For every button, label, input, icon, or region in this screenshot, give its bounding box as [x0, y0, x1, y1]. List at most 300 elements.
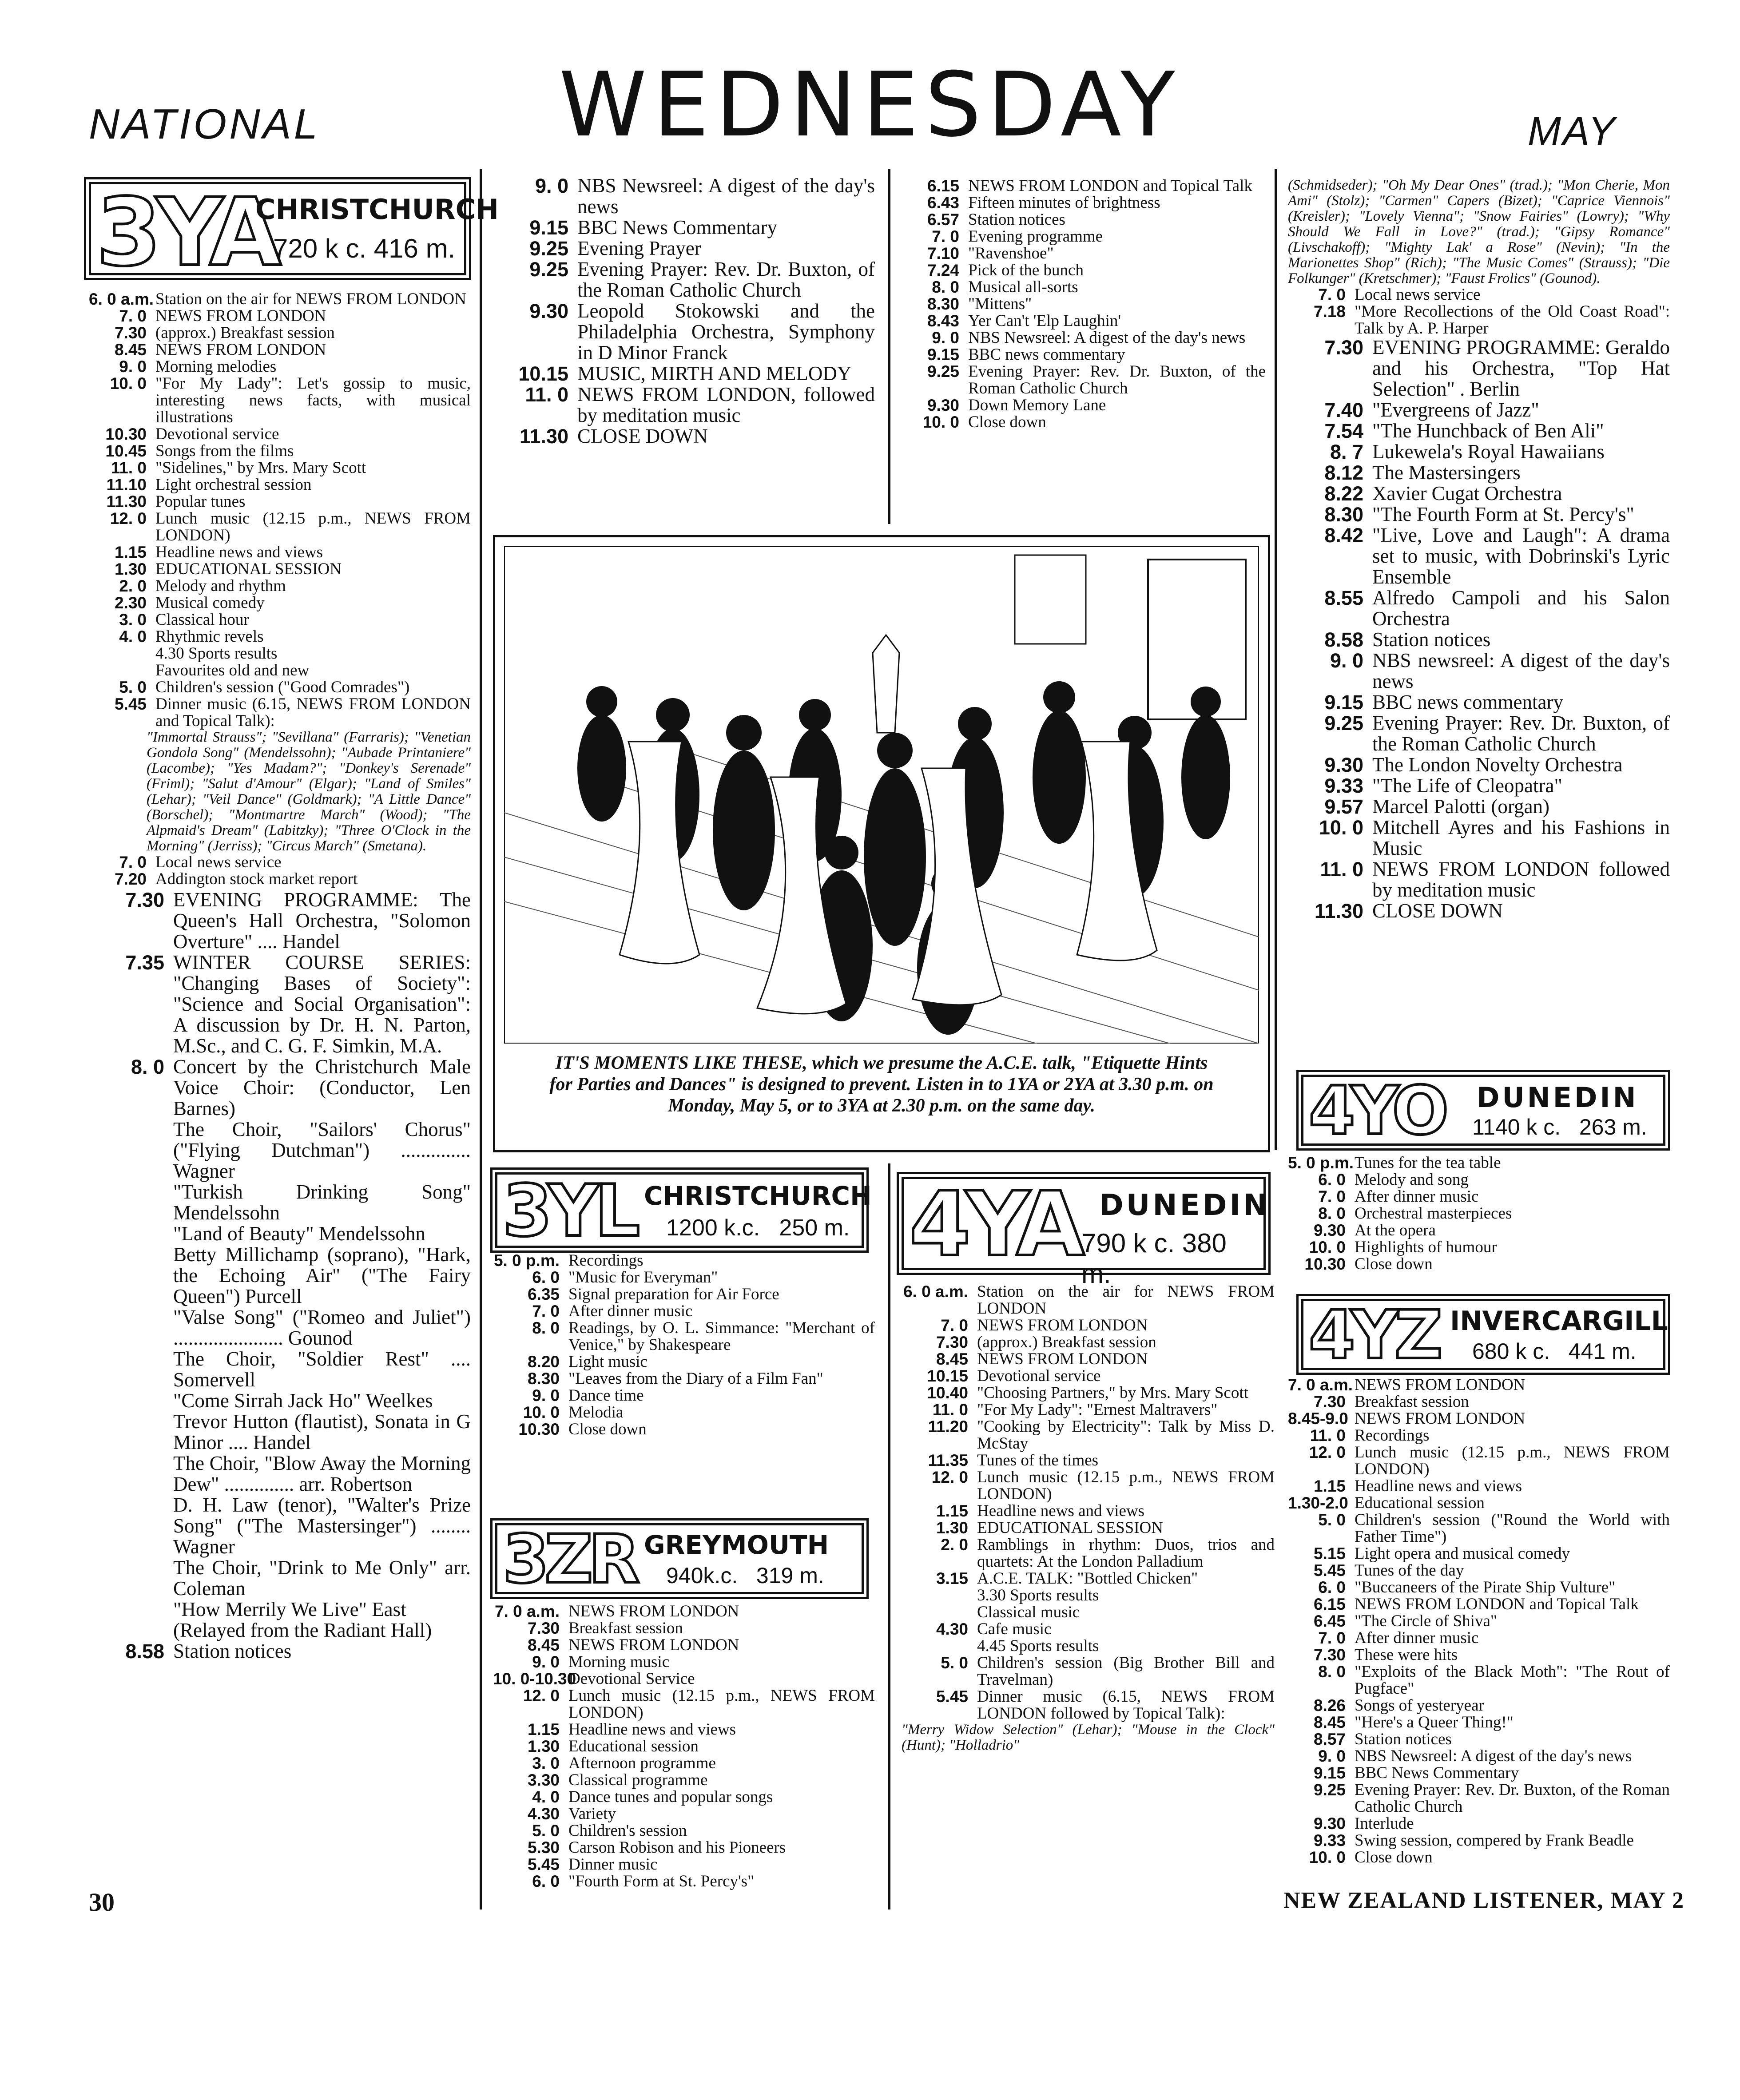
column-3yl-evening	[902, 178, 1266, 431]
schedule-time: 7.30	[936, 1333, 968, 1351]
schedule-time: 10.40	[927, 1384, 968, 1402]
schedule-time: 7. 0	[941, 1316, 968, 1334]
schedule-time: 4. 0	[532, 1788, 560, 1806]
schedule-time: 5.45	[1313, 1561, 1346, 1580]
schedule-entry	[1288, 1630, 1670, 1647]
schedule-time: 6. 0 a.m.	[903, 1282, 968, 1301]
schedule-time: 7. 0	[932, 227, 959, 246]
schedule-entry	[89, 544, 471, 561]
schedule-entry	[902, 1604, 1275, 1621]
schedule-time: 6. 0	[1318, 1578, 1346, 1596]
schedule-program: BBC News Commentary	[577, 216, 777, 238]
schedule-program: Classical programme	[568, 1771, 708, 1789]
schedule-time: 8.55	[1324, 587, 1363, 609]
schedule-program: NBS Newsreel: A digest of the day's news	[577, 175, 875, 218]
schedule-entry	[493, 1421, 875, 1438]
schedule-time: 9. 0	[119, 357, 147, 376]
schedule-entry	[1288, 1765, 1670, 1782]
schedule-program: Melodia	[568, 1403, 624, 1421]
schedule-time: 7.30	[114, 324, 147, 342]
schedule-entry	[89, 628, 471, 645]
schedule-program: Lunch music (12.15 p.m., NEWS FROM LONDON)	[977, 1468, 1275, 1503]
schedule-program: Children's session ("Round the World with Father Time")	[1355, 1511, 1670, 1546]
schedule-entry	[1288, 1849, 1670, 1866]
schedule-entry	[1288, 1782, 1670, 1815]
schedule-entry	[89, 1056, 471, 1119]
schedule-program: Variety	[568, 1805, 616, 1823]
schedule-program: "Valse Song" ("Romeo and Juliet") ...................... Gounod	[173, 1306, 471, 1349]
schedule-time: 8.12	[1324, 461, 1363, 484]
schedule-entry	[493, 259, 875, 301]
schedule-entry	[1288, 1815, 1670, 1832]
schedule-entry	[493, 175, 875, 217]
schedule-program: These were hits	[1355, 1646, 1458, 1664]
schedule-program: NEWS FROM LONDON and Topical Talk	[1355, 1595, 1639, 1613]
schedule-entry	[1288, 1478, 1670, 1495]
schedule-entry	[902, 1385, 1275, 1401]
schedule-time: 7.30	[1324, 336, 1363, 359]
schedule-program: Leopold Stokowski and the Philadelphia Orchestra, Symphony in D Minor Franck	[577, 300, 875, 364]
schedule-time: 11.30	[519, 425, 568, 448]
schedule-entry	[1288, 400, 1670, 421]
schedule-program: "Ravenshoe"	[968, 244, 1054, 262]
schedule-entry	[493, 1671, 875, 1687]
schedule-time	[89, 1119, 173, 1182]
schedule-program: NEWS FROM LONDON	[568, 1636, 739, 1654]
schedule-time: 7.35	[125, 951, 164, 974]
schedule-entry	[89, 1453, 471, 1495]
schedule-time: 9.25	[1324, 712, 1363, 734]
schedule-time: 1.15	[936, 1502, 968, 1520]
schedule-time: 8.20	[527, 1353, 560, 1371]
station-3ya-box	[89, 178, 499, 287]
schedule-time: 6. 0	[532, 1268, 560, 1286]
schedule-time: 4.30	[936, 1620, 968, 1638]
schedule-time: 11.10	[106, 476, 147, 494]
schedule-entry	[902, 1587, 1275, 1604]
schedule-time: 8.45	[114, 341, 147, 359]
schedule-time: 11.30	[1314, 900, 1363, 922]
schedule-time: 5.30	[527, 1838, 560, 1857]
schedule-program: Musical comedy	[155, 594, 265, 612]
schedule-program: The Mastersingers	[1372, 461, 1521, 484]
schedule-program: Carson Robison and his Pioneers	[568, 1838, 786, 1857]
station-3zr-box	[495, 1521, 864, 1598]
schedule-entry	[89, 1119, 471, 1182]
schedule-time: 12. 0	[1309, 1443, 1346, 1461]
schedule-program: Devotional Service	[568, 1670, 695, 1688]
schedule-program: Lunch music (12.15 p.m., NEWS FROM LONDON)	[1355, 1443, 1670, 1478]
schedule-entry	[89, 645, 471, 662]
schedule-entry	[1288, 754, 1670, 775]
schedule-time: 6.45	[1313, 1612, 1346, 1630]
schedule-entry	[902, 1334, 1275, 1351]
schedule-time: 10. 0	[1319, 816, 1363, 839]
schedule-entry	[89, 611, 471, 628]
schedule-program: Tunes of the day	[1355, 1561, 1464, 1580]
schedule-time	[89, 1411, 173, 1453]
schedule-program: Trevor Hutton (flautist), Sonata in G Minor .... Handel	[173, 1410, 471, 1453]
schedule-time: 5.15	[1313, 1544, 1346, 1563]
schedule-entry	[1288, 1239, 1670, 1256]
schedule-time: 2.30	[114, 594, 147, 612]
schedule-entry	[1288, 796, 1670, 817]
schedule-program: Local news service	[155, 853, 282, 871]
schedule-entry	[493, 1387, 875, 1404]
schedule-entry	[89, 1599, 471, 1620]
schedule-time: 12. 0	[931, 1468, 968, 1486]
schedule-time: 9.30	[927, 396, 959, 414]
station-call-sign: 3YL	[503, 1169, 636, 1252]
schedule-entry	[1288, 1731, 1670, 1748]
schedule-time: 8.42	[1324, 524, 1363, 547]
schedule-time: 3.30	[527, 1771, 560, 1789]
schedule-program: NEWS FROM LONDON	[568, 1602, 739, 1620]
schedule-time: 8.43	[927, 312, 959, 330]
station-city: CHRISTCHURCH	[255, 193, 499, 226]
schedule-time: 7. 0	[1318, 286, 1346, 304]
schedule-entry	[493, 1789, 875, 1806]
schedule-program: Betty Millichamp (soprano), "Hark, the Echoing Air" ("The Fairy Queen") Purcell	[173, 1243, 471, 1307]
schedule-time	[89, 1223, 173, 1244]
schedule-time: 11. 0	[1320, 858, 1363, 881]
schedule-time: 5.45	[114, 695, 147, 713]
schedule-program: 3.30 Sports results	[977, 1586, 1099, 1604]
schedule-program: Station notices	[173, 1640, 292, 1662]
schedule-entry	[902, 1351, 1275, 1368]
schedule-program: Dinner music	[568, 1855, 658, 1874]
schedule-time	[89, 1182, 173, 1223]
schedule-entry	[89, 1182, 471, 1223]
schedule-time: 11. 0	[1310, 1426, 1346, 1445]
column-3zr-schedule	[493, 1603, 875, 1890]
schedule-program: NEWS FROM LONDON	[1355, 1409, 1525, 1428]
schedule-time: 9.15	[1324, 691, 1363, 714]
schedule-time: 9.30	[1324, 754, 1363, 776]
schedule-entry	[493, 1654, 875, 1671]
schedule-program: Recordings	[1355, 1426, 1430, 1445]
schedule-program: (Relayed from the Radiant Hall)	[173, 1619, 432, 1641]
schedule-program: Morning music	[568, 1653, 670, 1671]
dinner-music-list: "Immortal Strauss"; "Sevillana" (Farraris); "Venetian Gondola Song" (Mendelssohn); "Aubade Printaniere" (Lacombe); "Yes Madam?"; "Donkey's Serenade" (Friml); "Salut d'Amour" (Elgar); "Land of Smiles" (Lehar); "Veil Dance" (Goldmark); "A Little Dance" (Borschel); "Montmartre March" (Wood); "The Alpmaid's Dream" (Labitzky); "Three O'Clock in the Morning" (Jerriss); "Circus March" (Smetana).	[147, 729, 471, 854]
schedule-program: NEWS FROM LONDON	[155, 341, 326, 359]
schedule-time	[89, 1390, 173, 1411]
schedule-program: EVENING PROGRAMME: Geraldo and his Orchestra, "Top Hat Selection" . Berlin	[1372, 336, 1670, 400]
station-call-sign: 4YZ	[1309, 1297, 1438, 1374]
schedule-entry	[493, 1354, 875, 1370]
schedule-time: 8. 0	[131, 1056, 164, 1078]
schedule-entry	[89, 1307, 471, 1349]
station-city: DUNEDIN	[1099, 1188, 1271, 1222]
schedule-time: 11.20	[928, 1417, 968, 1436]
schedule-entry	[1288, 713, 1670, 754]
schedule-entry	[902, 1401, 1275, 1418]
station-4ya-box	[902, 1173, 1271, 1289]
schedule-time: 6. 0	[532, 1872, 560, 1890]
schedule-entry	[1288, 1647, 1670, 1663]
schedule-program: (approx.) Breakfast session	[977, 1333, 1156, 1351]
schedule-entry	[1288, 337, 1670, 400]
schedule-entry	[89, 1641, 471, 1662]
station-frequency: 1140 k c. 263 m.	[1472, 1115, 1647, 1139]
schedule-entry	[89, 1223, 471, 1244]
schedule-program: Marcel Palotti (organ)	[1372, 795, 1550, 818]
schedule-entry	[493, 1603, 875, 1620]
schedule-program: "The Circle of Shiva"	[1355, 1612, 1497, 1630]
schedule-program: NEWS FROM LONDON	[1355, 1376, 1525, 1394]
schedule-entry	[493, 301, 875, 363]
schedule-entry	[493, 1320, 875, 1354]
schedule-time: 5.45	[936, 1687, 968, 1706]
schedule-program: NEWS FROM LONDON, followed by meditation music	[577, 383, 875, 426]
column-rule	[1275, 169, 1277, 1150]
schedule-entry	[1288, 1596, 1670, 1613]
schedule-time: 5. 0	[532, 1822, 560, 1840]
schedule-entry	[89, 291, 471, 308]
schedule-entry	[1288, 1495, 1670, 1512]
schedule-program: Songs of yesteryear	[1355, 1696, 1484, 1715]
schedule-program: Rhythmic revels	[155, 627, 264, 646]
schedule-program: Children's session	[568, 1822, 687, 1840]
schedule-entry	[902, 414, 1266, 431]
schedule-program: After dinner music	[1355, 1629, 1479, 1647]
schedule-time: 7.30	[527, 1619, 560, 1637]
schedule-program: Local news service	[1355, 286, 1481, 304]
station-city: INVERCARGILL	[1450, 1306, 1668, 1337]
schedule-program: Lunch music (12.15 p.m., NEWS FROM LONDON)	[155, 509, 471, 544]
schedule-program: Educational session	[1355, 1494, 1485, 1512]
schedule-entry	[493, 1856, 875, 1873]
schedule-time: 9. 0	[1330, 649, 1363, 672]
station-frequency: 680 k c. 441 m.	[1472, 1339, 1637, 1364]
schedule-entry	[1288, 1748, 1670, 1765]
schedule-time: 3. 0	[119, 611, 147, 629]
schedule-program: After dinner music	[1355, 1187, 1479, 1206]
schedule-program: Station on the air for NEWS FROM LONDON	[155, 290, 466, 308]
schedule-program: Lukewela's Royal Hawaiians	[1372, 441, 1605, 463]
schedule-program: "Live, Love and Laugh": A drama set to music, with Dobrinski's Lyric Ensemble	[1372, 524, 1670, 588]
schedule-entry	[1288, 1562, 1670, 1579]
schedule-time: 8.22	[1324, 482, 1363, 505]
schedule-entry	[89, 1349, 471, 1390]
schedule-program: Children's session (Big Brother Bill and Travelman)	[977, 1654, 1275, 1689]
schedule-program: NEWS FROM LONDON followed by meditation music	[1372, 858, 1670, 901]
schedule-time: 6. 0	[1318, 1171, 1346, 1189]
schedule-program: EDUCATIONAL SESSION	[977, 1519, 1163, 1537]
schedule-program: Mitchell Ayres and his Fashions in Music	[1372, 816, 1670, 859]
schedule-program: Fifteen minutes of brightness	[968, 194, 1160, 212]
schedule-time: 9.33	[1313, 1831, 1346, 1850]
schedule-time	[902, 1638, 977, 1655]
schedule-program: Evening Prayer	[577, 237, 701, 259]
schedule-program: "Come Sirrah Jack Ho" Weelkes	[173, 1389, 433, 1412]
schedule-entry	[1288, 1188, 1670, 1205]
schedule-program: Light orchestral session	[155, 476, 312, 494]
schedule-time: 7.18	[1313, 302, 1346, 321]
schedule-program: "Evergreens of Jazz"	[1372, 399, 1539, 421]
schedule-time: 4. 0	[119, 627, 147, 646]
schedule-program: Melody and song	[1355, 1171, 1469, 1189]
schedule-entry	[1288, 1377, 1670, 1393]
schedule-entry	[1288, 1512, 1670, 1545]
schedule-time: 5. 0	[119, 678, 147, 696]
page-number: 30	[89, 1888, 115, 1917]
schedule-time: 9.30	[529, 300, 568, 322]
schedule-entry	[902, 1570, 1275, 1587]
schedule-time: 8. 7	[1330, 441, 1363, 463]
column-4yo-schedule	[1288, 1155, 1670, 1273]
schedule-program: Popular tunes	[155, 492, 246, 511]
schedule-time: 11.35	[928, 1451, 968, 1469]
schedule-program: Evening programme	[968, 227, 1103, 246]
schedule-program: Evening Prayer: Rev. Dr. Buxton, of the Roman Catholic Church	[1372, 712, 1670, 755]
schedule-entry	[89, 426, 471, 443]
schedule-program: NEWS FROM LONDON	[977, 1316, 1148, 1334]
schedule-program: Breakfast session	[568, 1619, 683, 1637]
schedule-program: Light music	[568, 1353, 648, 1371]
column-rule	[888, 1163, 890, 1909]
schedule-program: Evening Prayer: Rev. Dr. Buxton, of the Roman Catholic Church	[1355, 1781, 1670, 1816]
schedule-entry	[89, 308, 471, 325]
schedule-program: "Fourth Form at St. Percy's"	[568, 1872, 755, 1890]
schedule-time: 10. 0	[1309, 1238, 1346, 1256]
schedule-time: 4.30	[527, 1805, 560, 1823]
schedule-entry	[493, 1620, 875, 1637]
schedule-entry	[1288, 1545, 1670, 1562]
schedule-entry	[902, 397, 1266, 414]
schedule-time: 11.30	[106, 492, 147, 511]
schedule-entry	[89, 595, 471, 611]
schedule-time: 6.43	[927, 194, 959, 212]
schedule-entry	[493, 238, 875, 259]
schedule-time: 11. 0	[111, 459, 147, 477]
schedule-time: 10.30	[518, 1420, 560, 1438]
station-frequency: 790 k c. 380 m.	[1081, 1228, 1227, 1289]
schedule-program: Highlights of humour	[1355, 1238, 1497, 1256]
schedule-time: 3.15	[936, 1569, 968, 1588]
schedule-entry	[89, 578, 471, 595]
schedule-program: "Music for Everyman"	[568, 1268, 718, 1286]
station-4yo-box	[1301, 1072, 1665, 1150]
schedule-entry	[902, 1469, 1275, 1503]
illustration-caption: IT'S MOMENTS LIKE THESE, which we presume the A.C.E. talk, "Etiquette Hints for Parties and Dances" is designed to prevent. Listen in to 1YA or 2YA at 3.30 p.m. on Monday, May 5, or to 3YA at 2.30 p.m. on the same day.	[549, 1053, 1214, 1116]
schedule-time: 10. 0-10.30	[493, 1670, 576, 1688]
schedule-time	[89, 1307, 173, 1349]
schedule-time: 5. 0	[1318, 1511, 1346, 1529]
schedule-entry	[89, 341, 471, 358]
schedule-time: 11. 0	[525, 383, 568, 406]
schedule-time: 8.45-9.0	[1288, 1409, 1348, 1428]
schedule-time	[89, 1453, 173, 1495]
schedule-entry	[89, 679, 471, 696]
schedule-program: Alfredo Campoli and his Salon Orchestra	[1372, 587, 1670, 630]
schedule-program: Educational session	[568, 1737, 699, 1755]
schedule-entry	[902, 211, 1266, 228]
schedule-entry	[89, 493, 471, 510]
schedule-entry	[89, 1390, 471, 1411]
schedule-program: "Choosing Partners," by Mrs. Mary Scott	[977, 1384, 1248, 1402]
schedule-time: 6.57	[927, 210, 959, 229]
schedule-time: 9. 0	[535, 175, 568, 197]
schedule-time: 7. 0	[119, 307, 147, 325]
schedule-entry	[1288, 1155, 1670, 1171]
schedule-entry	[89, 561, 471, 578]
schedule-time: 8.30	[927, 295, 959, 313]
schedule-entry	[89, 871, 471, 888]
schedule-program: EDUCATIONAL SESSION	[155, 560, 342, 578]
schedule-entry	[493, 1269, 875, 1286]
column-4ya-evening	[1288, 178, 1670, 921]
schedule-program: Breakfast session	[1355, 1393, 1469, 1411]
schedule-entry	[1288, 1256, 1670, 1273]
schedule-program: Readings, by O. L. Simmance: "Merchant of Venice," by Shakespeare	[568, 1319, 875, 1354]
schedule-entry	[493, 217, 875, 238]
schedule-program: "The Life of Cleopatra"	[1372, 774, 1562, 797]
station-frequency: 1200 k.c. 250 m.	[666, 1215, 850, 1241]
schedule-time: 6.15	[1313, 1595, 1346, 1613]
schedule-program: A.C.E. TALK: "Bottled Chicken"	[977, 1569, 1198, 1588]
schedule-time: 8. 0	[1318, 1204, 1346, 1223]
schedule-program: Classical hour	[155, 611, 249, 629]
schedule-time	[89, 1620, 173, 1641]
schedule-program: Station notices	[1355, 1730, 1452, 1748]
schedule-time: 7.54	[1324, 420, 1363, 442]
schedule-program: The Choir, "Blow Away the Morning Dew" .............. arr. Robertson	[173, 1452, 471, 1495]
dinner-music-list: "Merry Widow Selection" (Lehar); "Mouse in the Clock" (Hunt); "Holladrio"	[902, 1722, 1275, 1753]
schedule-entry	[89, 854, 471, 871]
column-3yl-schedule	[493, 1252, 875, 1438]
schedule-program: NEWS FROM LONDON and Topical Talk	[968, 177, 1252, 195]
schedule-time: 7.10	[927, 244, 959, 262]
schedule-program: Songs from the films	[155, 442, 294, 460]
schedule-entry	[902, 1536, 1275, 1570]
schedule-program: NBS Newsreel: A digest of the day's news	[968, 329, 1246, 347]
station-city: GREYMOUTH	[644, 1530, 829, 1560]
schedule-entry	[493, 363, 875, 384]
schedule-program: "How Merrily We Live" East	[173, 1598, 406, 1620]
schedule-entry	[89, 952, 471, 1056]
schedule-time: 7. 0	[119, 853, 147, 871]
station-city: DUNEDIN	[1477, 1081, 1639, 1114]
schedule-entry	[902, 1638, 1275, 1655]
schedule-program: NBS Newsreel: A digest of the day's news	[1355, 1747, 1632, 1765]
schedule-program: Evening Prayer: Rev. Dr. Buxton, of the Roman Catholic Church	[968, 362, 1266, 397]
schedule-entry	[902, 1688, 1275, 1722]
schedule-program: Children's session ("Good Comrades")	[155, 678, 410, 696]
schedule-program: Station notices	[1372, 628, 1491, 651]
schedule-program: BBC news commentary	[968, 345, 1125, 364]
schedule-time: 8.45	[527, 1636, 560, 1654]
schedule-time: 7.24	[927, 261, 959, 279]
schedule-program: EVENING PROGRAMME: The Queen's Hall Orchestra, "Solomon Overture" .... Handel	[173, 889, 471, 953]
schedule-time	[902, 1587, 977, 1604]
schedule-entry	[493, 1687, 875, 1721]
schedule-program: (approx.) Breakfast session	[155, 324, 335, 342]
schedule-time: 8.26	[1313, 1696, 1346, 1715]
schedule-program: Yer Can't 'Elp Laughin'	[968, 312, 1121, 330]
schedule-time	[89, 662, 155, 679]
schedule-program: Close down	[1355, 1255, 1433, 1273]
page-title: WEDNESDAY	[559, 53, 1181, 157]
schedule-entry	[1288, 441, 1670, 462]
schedule-entry	[89, 443, 471, 460]
schedule-time: 1.15	[114, 543, 147, 561]
station-call-sign: 4YO	[1309, 1072, 1445, 1150]
schedule-entry	[1288, 504, 1670, 525]
schedule-program: After dinner music	[568, 1302, 693, 1320]
schedule-time: 9.30	[1313, 1221, 1346, 1239]
schedule-entry	[902, 1452, 1275, 1469]
